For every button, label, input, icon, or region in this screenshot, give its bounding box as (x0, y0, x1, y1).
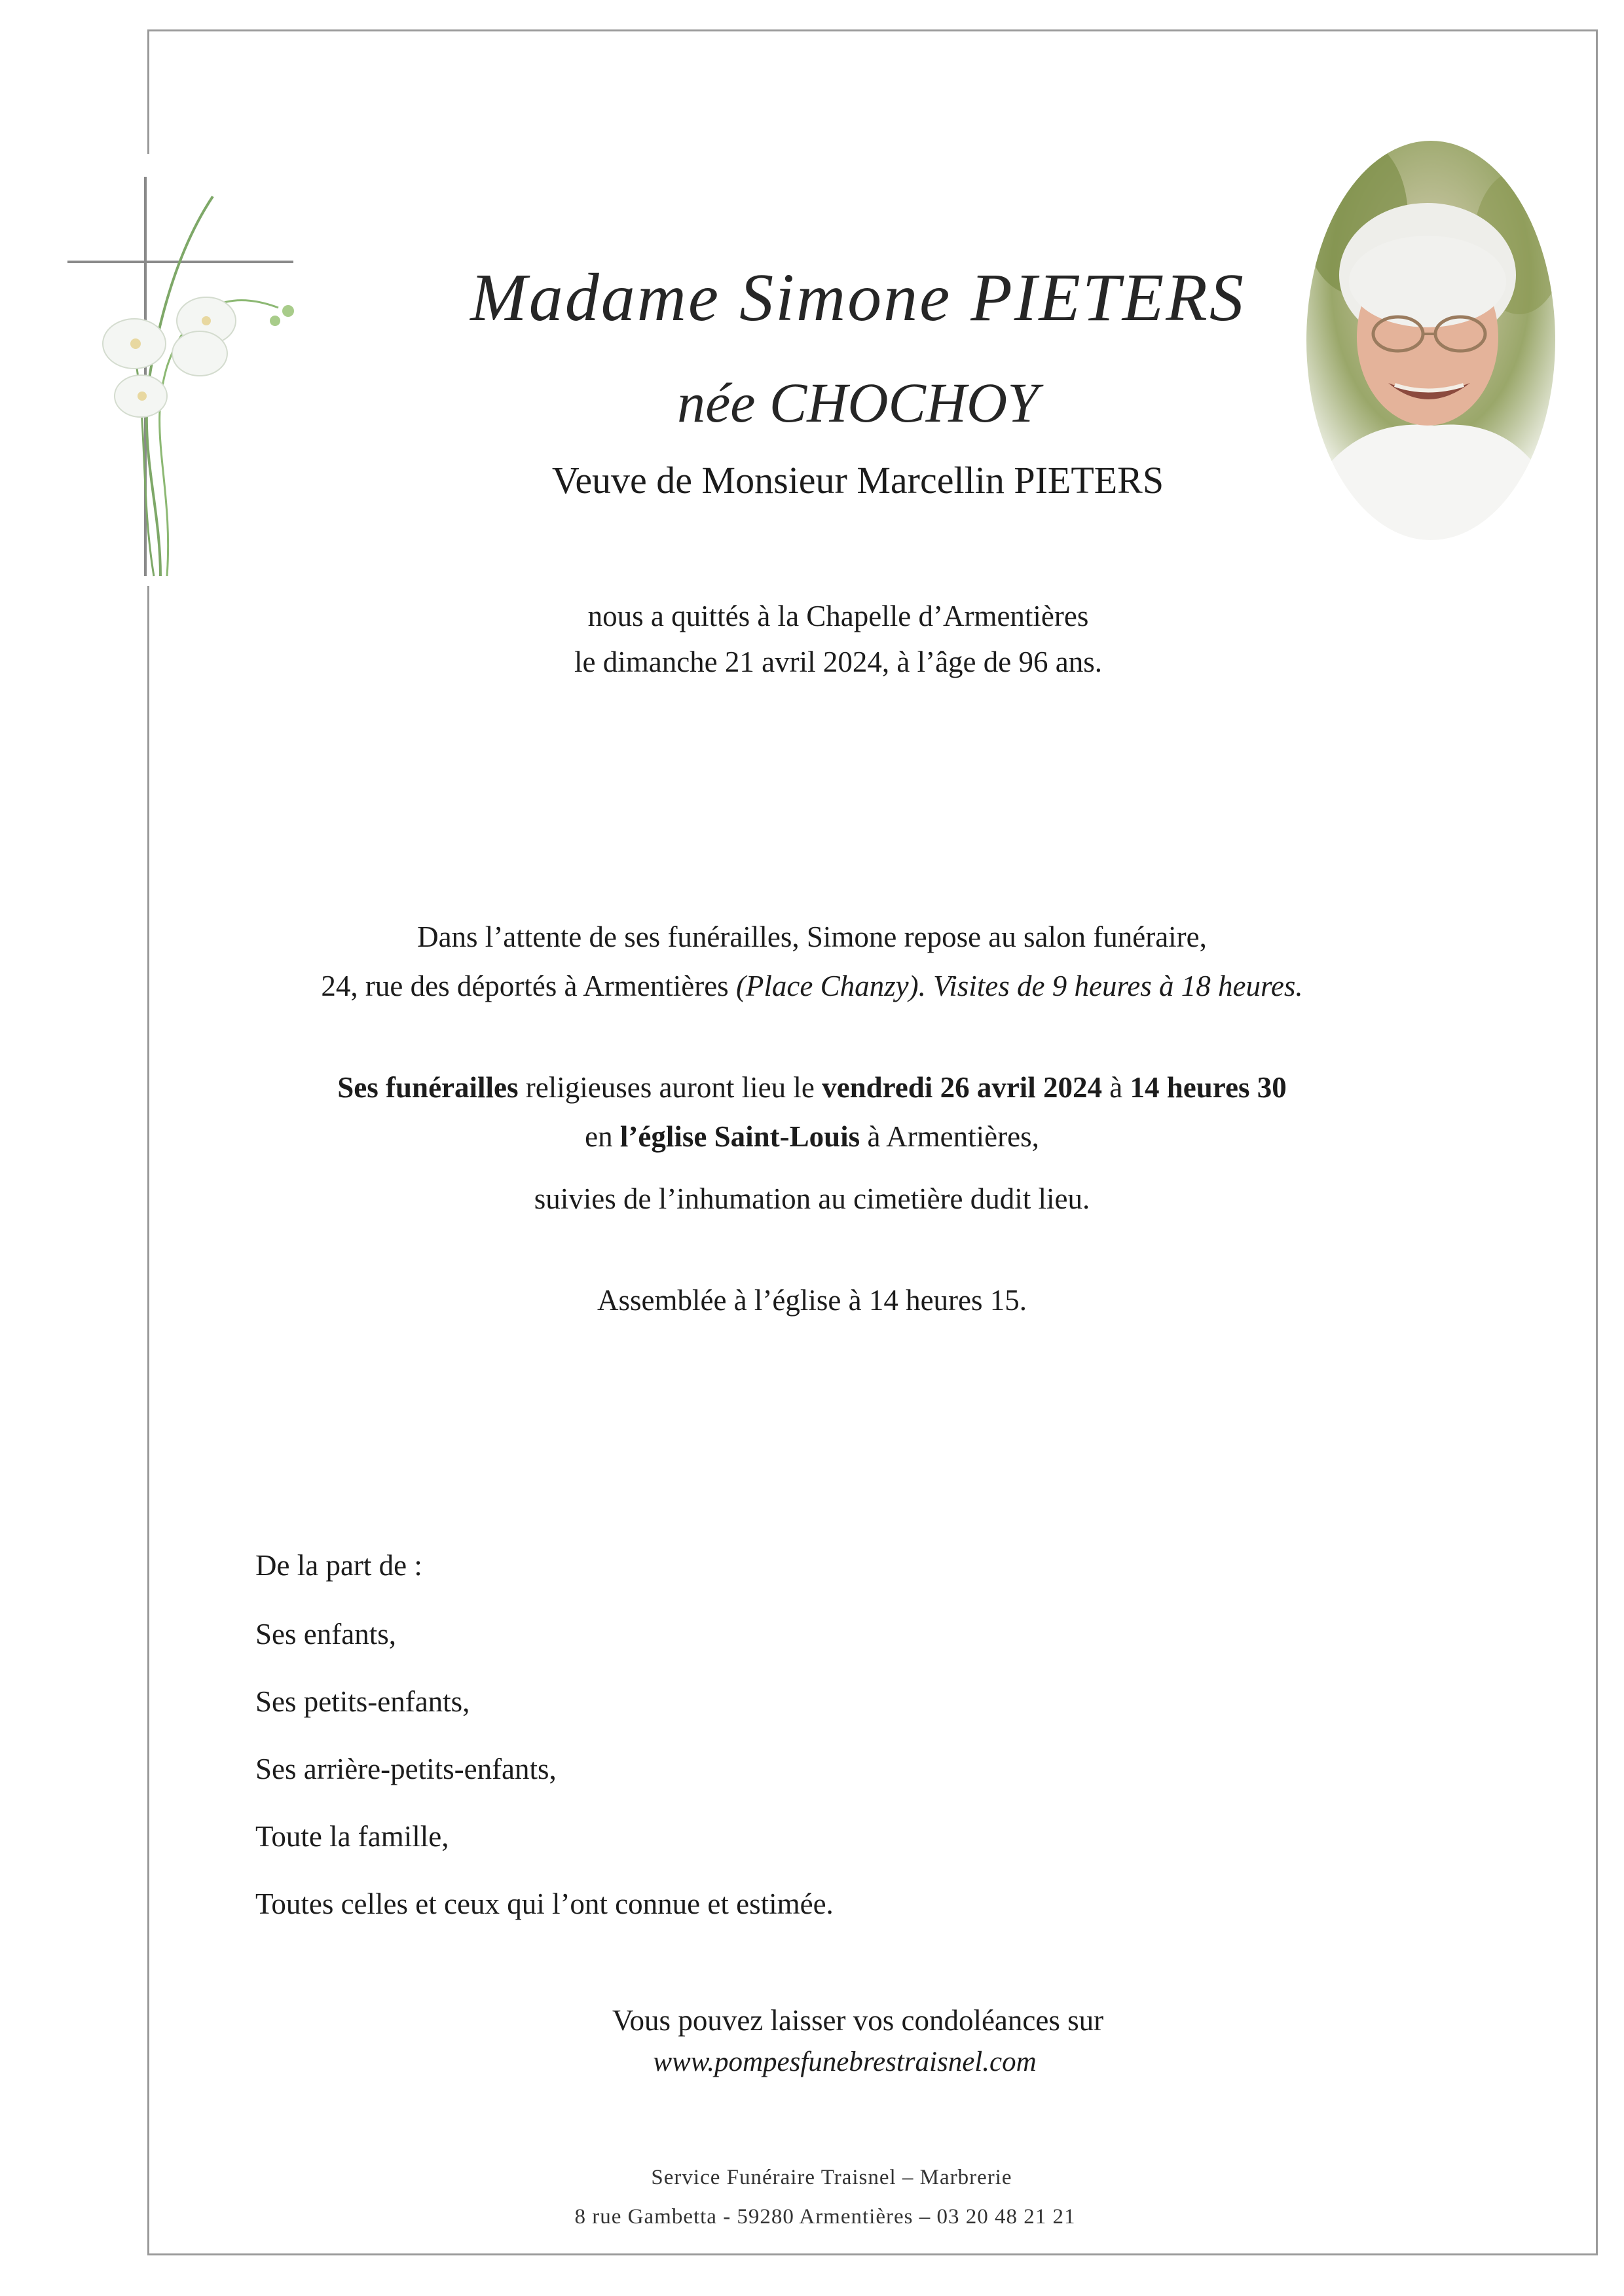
funeral-text-2: à (1102, 1071, 1130, 1104)
viewing-address: 24, rue des déportés à Armentières (321, 970, 736, 1002)
viewing-hours: Visites de 9 heures à 18 heures. (925, 970, 1303, 1002)
family-item: Ses arrière-petits-enfants, (255, 1753, 557, 1785)
burial-line: suivies de l’inhumation au cimetière dudit lieu. (534, 1182, 1090, 1215)
viewing-line-2 (0, 969, 1624, 1003)
funeral-label: Ses funérailles (337, 1071, 519, 1104)
funeral-text-3: en (585, 1120, 620, 1153)
condolences-text: Vous pouvez laisser vos condoléances sur (612, 2004, 1104, 2037)
death-place: nous a quittés à la Chapelle d’Armentières (587, 600, 1089, 632)
family-item: Ses enfants, (255, 1618, 396, 1650)
funeral-text-1: religieuses auront lieu le (518, 1071, 822, 1104)
death-date: le dimanche 21 avril 2024, à l’âge de 96 ans. (574, 646, 1102, 678)
funeral-text-4: à Armentières, (860, 1120, 1039, 1153)
funeral-date: vendredi 26 avril 2024 (822, 1071, 1103, 1104)
frame-border-left-top (147, 29, 149, 154)
viewing-place: (Place Chanzy). (735, 970, 926, 1002)
funeral-line-1 (0, 1070, 1624, 1104)
frame-border-bottom (147, 2253, 1598, 2255)
widow-of: Veuve de Monsieur Marcellin PIETERS (551, 459, 1164, 501)
footer-address: 8 rue Gambetta - 59280 Armentières – 03 20 48 21 21 (574, 2205, 1076, 2229)
funeral-church: l’église Saint-Louis (619, 1120, 860, 1153)
footer-company: Service Funéraire Traisnel – Marbrerie (651, 2166, 1012, 2189)
funeral-line-2 (0, 1120, 1624, 1154)
family-intro: De la part de : (255, 1549, 422, 1582)
assembly-line: Assemblée à l’église à 14 heures 15. (597, 1284, 1027, 1317)
funeral-time: 14 heures 30 (1130, 1071, 1287, 1104)
maiden-name: née CHOCHOY (677, 371, 1039, 434)
frame-border-top (147, 29, 1598, 31)
condolences-link[interactable]: www.pompesfunebrestraisnel.com (653, 2047, 1037, 2077)
family-item: Ses petits-enfants, (255, 1685, 470, 1718)
family-item: Toutes celles et ceux qui l’ont connue et estimée. (255, 1887, 834, 1920)
viewing-line-1: Dans l’attente de ses funérailles, Simone repose au salon funéraire, (417, 920, 1207, 953)
family-item: Toute la famille, (255, 1820, 449, 1853)
deceased-name: Madame Simone PIETERS (470, 260, 1246, 335)
